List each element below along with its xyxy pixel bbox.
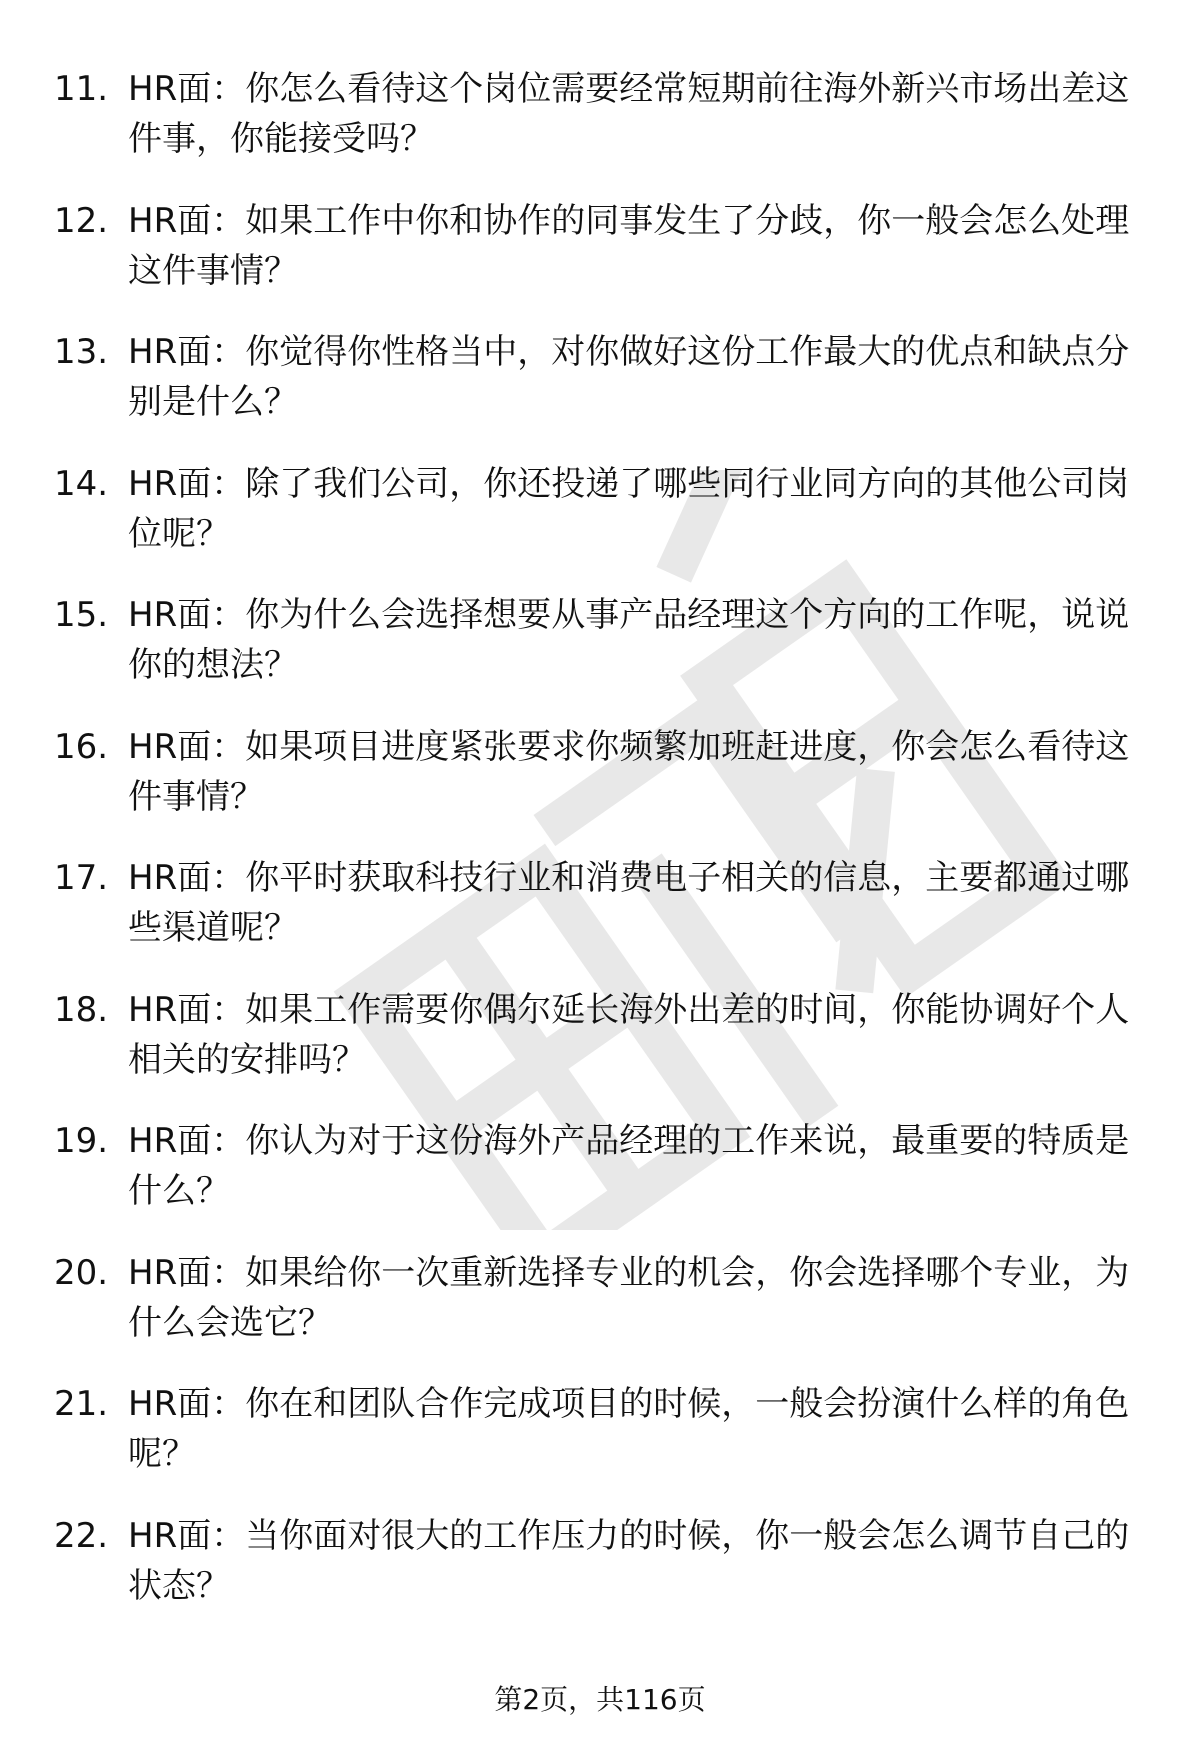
question-number: 17.	[54, 858, 109, 898]
question-number: 20.	[54, 1252, 109, 1293]
question-text: HR面：除了我们公司，你还投递了哪些同行业同方向的其他公司岗位呢？	[128, 463, 1130, 554]
question-item	[0, 580, 1200, 712]
page-number-text: 第2页，共116页	[494, 1683, 706, 1716]
question-number: 14.	[54, 463, 109, 504]
page-footer	[0, 1680, 1200, 1720]
question-item	[0, 54, 1200, 186]
question-number: 13.	[54, 332, 109, 372]
question-text: HR面：你为什么会选择想要从事产品经理这个方向的工作呢，说说你的想法？	[128, 595, 1130, 685]
question-number: 11.	[54, 69, 109, 109]
question-item	[0, 712, 1200, 844]
question-item	[0, 1369, 1200, 1501]
question-text: HR面：如果工作中你和协作的同事发生了分歧，你一般会怎么处理这件事情？	[128, 200, 1130, 291]
question-text: HR面：你怎么看待这个岗位需要经常短期前往海外新兴市场出差这件事，你能接受吗？	[128, 69, 1130, 159]
question-item	[0, 975, 1200, 1107]
question-text: HR面：你平时获取科技行业和消费电子相关的信息，主要都通过哪些渠道呢？	[128, 858, 1130, 948]
question-item	[0, 186, 1200, 318]
question-item	[0, 1106, 1200, 1238]
question-text: HR面：如果项目进度紧张要求你频繁加班赶进度，你会怎么看待这件事情？	[128, 726, 1130, 817]
question-item	[0, 1501, 1200, 1633]
question-number: 15.	[54, 595, 109, 635]
question-number: 16.	[54, 726, 109, 767]
question-number: 12.	[54, 200, 109, 241]
question-item	[0, 317, 1200, 449]
question-item	[0, 449, 1200, 581]
question-text: HR面：你觉得你性格当中，对你做好这份工作最大的优点和缺点分别是什么？	[128, 332, 1130, 422]
question-number: 22.	[54, 1515, 109, 1556]
interview-question-list	[0, 54, 1200, 1632]
question-text: HR面：如果工作需要你偶尔延长海外出差的时间，你能协调好个人相关的安排吗？	[128, 989, 1130, 1080]
question-text: HR面：当你面对很大的工作压力的时候，你一般会怎么调节自己的状态？	[128, 1515, 1130, 1606]
question-text: HR面：你在和团队合作完成项目的时候，一般会扮演什么样的角色呢？	[128, 1384, 1130, 1474]
question-number: 21.	[54, 1384, 109, 1424]
question-item	[0, 1238, 1200, 1370]
question-number: 18.	[54, 989, 109, 1030]
question-text: HR面：你认为对于这份海外产品经理的工作来说，最重要的特质是什么？	[128, 1121, 1130, 1211]
question-number: 19.	[54, 1121, 109, 1161]
question-item	[0, 843, 1200, 975]
question-text: HR面：如果给你一次重新选择专业的机会，你会选择哪个专业，为什么会选它？	[128, 1252, 1130, 1343]
